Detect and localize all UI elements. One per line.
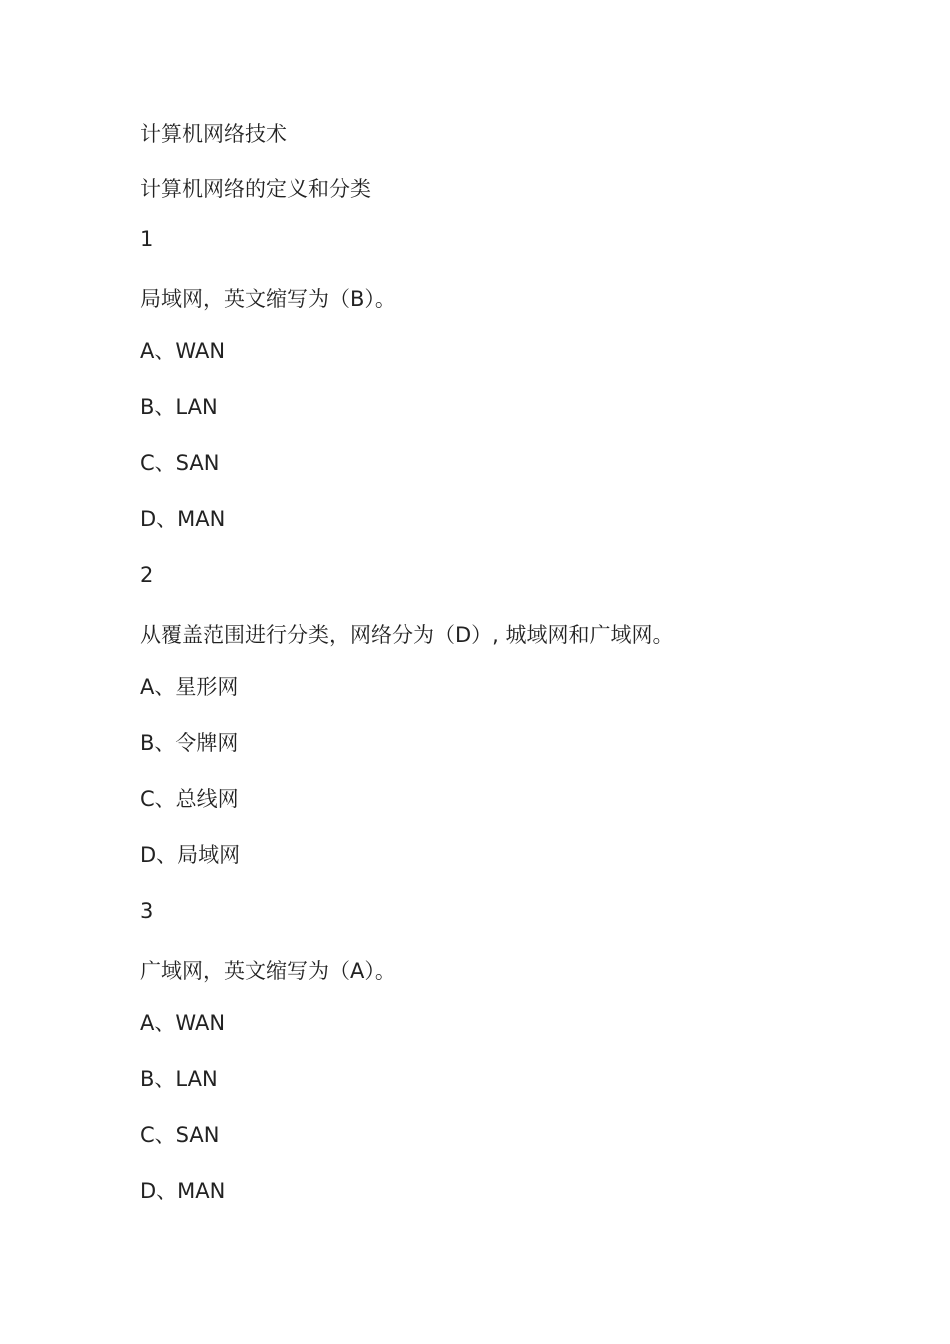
option-a: A、WAN: [140, 339, 226, 363]
option-b: B、令牌网: [140, 731, 239, 755]
question-stem: 广域网，英文缩写为（A）。: [140, 959, 396, 983]
option-d: D、MAN: [140, 507, 226, 531]
question-number: 2: [140, 563, 154, 587]
option-a: A、WAN: [140, 1011, 226, 1035]
question-number: 1: [140, 227, 154, 251]
question-stem: 从覆盖范围进行分类，网络分为（D）, 城域网和广域网。: [140, 623, 674, 647]
option-c: C、SAN: [140, 451, 220, 475]
document-title: 计算机网络技术: [140, 122, 287, 146]
option-b: B、LAN: [140, 1067, 218, 1091]
option-c: C、总线网: [140, 787, 239, 811]
option-d: D、MAN: [140, 1179, 226, 1203]
option-b: B、LAN: [140, 395, 218, 419]
option-c: C、SAN: [140, 1123, 220, 1147]
option-d: D、局域网: [140, 843, 241, 867]
question-stem: 局域网，英文缩写为（B）。: [140, 287, 396, 311]
option-a: A、星形网: [140, 675, 239, 699]
question-number: 3: [140, 899, 154, 923]
section-heading: 计算机网络的定义和分类: [140, 177, 371, 201]
